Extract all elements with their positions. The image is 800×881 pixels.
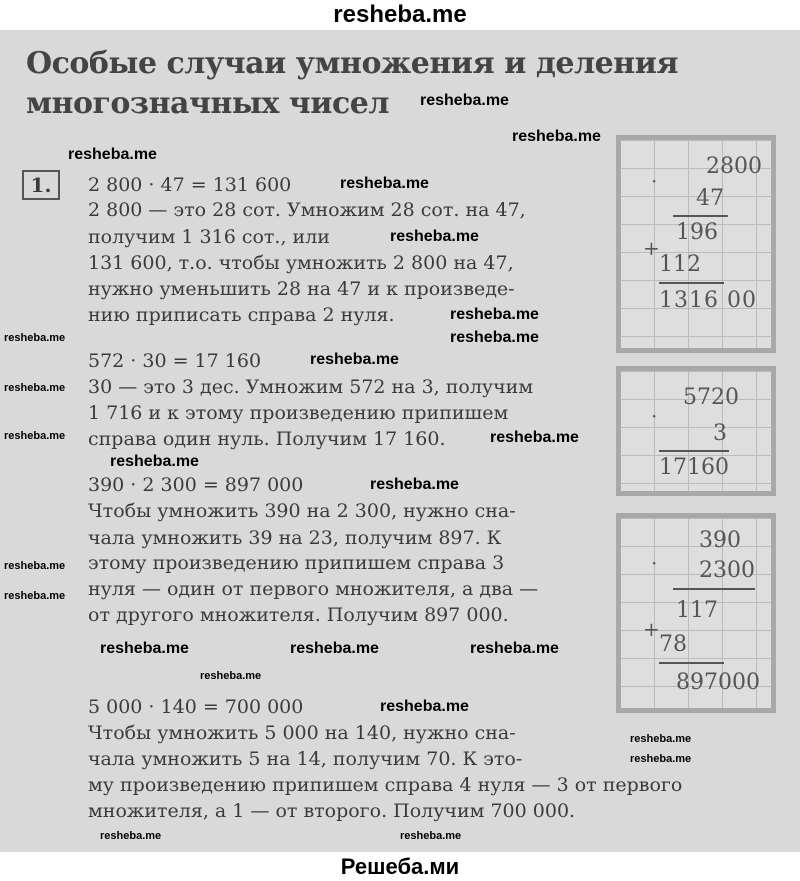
text-line: множителя, а 1 — от второго. Получим 700 000. bbox=[88, 800, 576, 822]
partial-product: 112 bbox=[659, 252, 701, 277]
watermark: resheba.me bbox=[630, 753, 692, 765]
text-line: Чтобы умножить 5 000 на 140, нужно сна- bbox=[88, 722, 516, 744]
multiplier: 3 bbox=[713, 421, 727, 446]
text-line: 5 000 · 140 = 700 000 bbox=[88, 696, 304, 718]
line bbox=[659, 282, 724, 284]
title-line: многозначных чисел bbox=[26, 86, 389, 121]
title-line: Особые случаи умножения и деления bbox=[26, 46, 679, 81]
text-line: 30 — это 3 дес. Умножим 572 на 3, получим bbox=[88, 376, 534, 398]
watermark: resheba.me bbox=[68, 146, 157, 163]
watermark: resheba.me bbox=[380, 698, 469, 715]
watermark: resheba.me bbox=[400, 830, 462, 842]
result: 1316 00 bbox=[659, 288, 757, 313]
watermark: resheba.me bbox=[390, 228, 479, 245]
text-line: этому произведению припишем справа 3 bbox=[88, 552, 505, 574]
watermark: resheba.me bbox=[4, 560, 66, 572]
site-header: resheba.me bbox=[333, 1, 467, 28]
partial-product: 117 bbox=[676, 598, 718, 623]
plus-sign: + bbox=[643, 617, 660, 641]
multiplier: 2300 bbox=[699, 558, 755, 583]
watermark: resheba.me bbox=[450, 306, 539, 323]
column-calc-3 bbox=[616, 513, 776, 713]
watermark: resheba.me bbox=[470, 640, 559, 657]
text-line: нию приписать справа 2 нуля. bbox=[88, 304, 395, 326]
partial-product: 78 bbox=[659, 632, 687, 657]
text-line: 572 · 30 = 17 160 bbox=[88, 350, 262, 372]
text-line: получим 1 316 сот., или bbox=[88, 226, 330, 248]
text-line: 1 716 и к этому произведению припишем bbox=[88, 402, 509, 424]
watermark: resheba.me bbox=[100, 640, 189, 657]
watermark: resheba.me bbox=[100, 830, 162, 842]
multiply-sign: · bbox=[651, 551, 658, 575]
plus-sign: + bbox=[643, 236, 660, 260]
column-calc-1 bbox=[616, 135, 776, 353]
exercise-number: 1. bbox=[22, 170, 60, 200]
watermark: resheba.me bbox=[4, 382, 66, 394]
watermark: resheba.me bbox=[4, 590, 66, 602]
watermark: resheba.me bbox=[630, 733, 692, 745]
text-line: справа один нуль. Получим 17 160. bbox=[88, 428, 446, 450]
line bbox=[659, 662, 724, 664]
text-line: нужно уменьшить 28 на 47 и к произведе- bbox=[88, 278, 515, 300]
partial-product: 196 bbox=[676, 220, 718, 245]
multiplicand: 390 bbox=[699, 528, 741, 553]
multiplicand: 5720 bbox=[683, 385, 739, 410]
watermark: resheba.me bbox=[4, 430, 66, 442]
text-line: Чтобы умножить 390 на 2 300, нужно сна- bbox=[88, 500, 516, 522]
watermark: resheba.me bbox=[512, 128, 601, 145]
site-footer: Решеба.ми bbox=[340, 854, 460, 879]
text-line: нуля — один от первого множителя, а два — bbox=[88, 578, 539, 600]
text-line: чала умножить 39 на 23, получим 897. К bbox=[88, 527, 502, 549]
line bbox=[673, 215, 728, 217]
watermark: resheba.me bbox=[340, 175, 429, 192]
multiply-sign: · bbox=[651, 404, 658, 428]
text-line: 2 800 — это 28 сот. Умножим 28 сот. на 47, bbox=[88, 199, 526, 221]
watermark: resheba.me bbox=[370, 476, 459, 493]
text-line: чала умножить 5 на 14, получим 70. К это- bbox=[88, 748, 523, 770]
multiplicand: 2800 bbox=[706, 154, 762, 179]
text-line: 390 · 2 300 = 897 000 bbox=[88, 474, 304, 496]
multiplier: 47 bbox=[696, 186, 724, 211]
watermark: resheba.me bbox=[200, 670, 262, 682]
multiply-sign: · bbox=[651, 169, 658, 193]
watermark: resheba.me bbox=[420, 92, 509, 109]
page-title bbox=[26, 44, 678, 124]
result: 897000 bbox=[676, 670, 760, 695]
result: 17160 bbox=[659, 455, 729, 480]
text-line: 131 600, т.о. чтобы умножить 2 800 на 47, bbox=[88, 252, 514, 274]
column-calc-2 bbox=[616, 366, 776, 496]
watermark: resheba.me bbox=[310, 351, 399, 368]
watermark: resheba.me bbox=[110, 453, 199, 470]
line bbox=[659, 450, 729, 452]
watermark: resheba.me bbox=[450, 329, 539, 346]
line bbox=[673, 588, 755, 590]
watermark: resheba.me bbox=[490, 429, 579, 446]
watermark: resheba.me bbox=[4, 332, 66, 344]
watermark: resheba.me bbox=[290, 640, 379, 657]
text-line: 2 800 · 47 = 131 600 bbox=[88, 174, 292, 196]
text-line: от другого множителя. Получим 897 000. bbox=[88, 604, 509, 626]
text-line: му произведению припишем справа 4 нуля — 3 от первого bbox=[88, 774, 683, 796]
